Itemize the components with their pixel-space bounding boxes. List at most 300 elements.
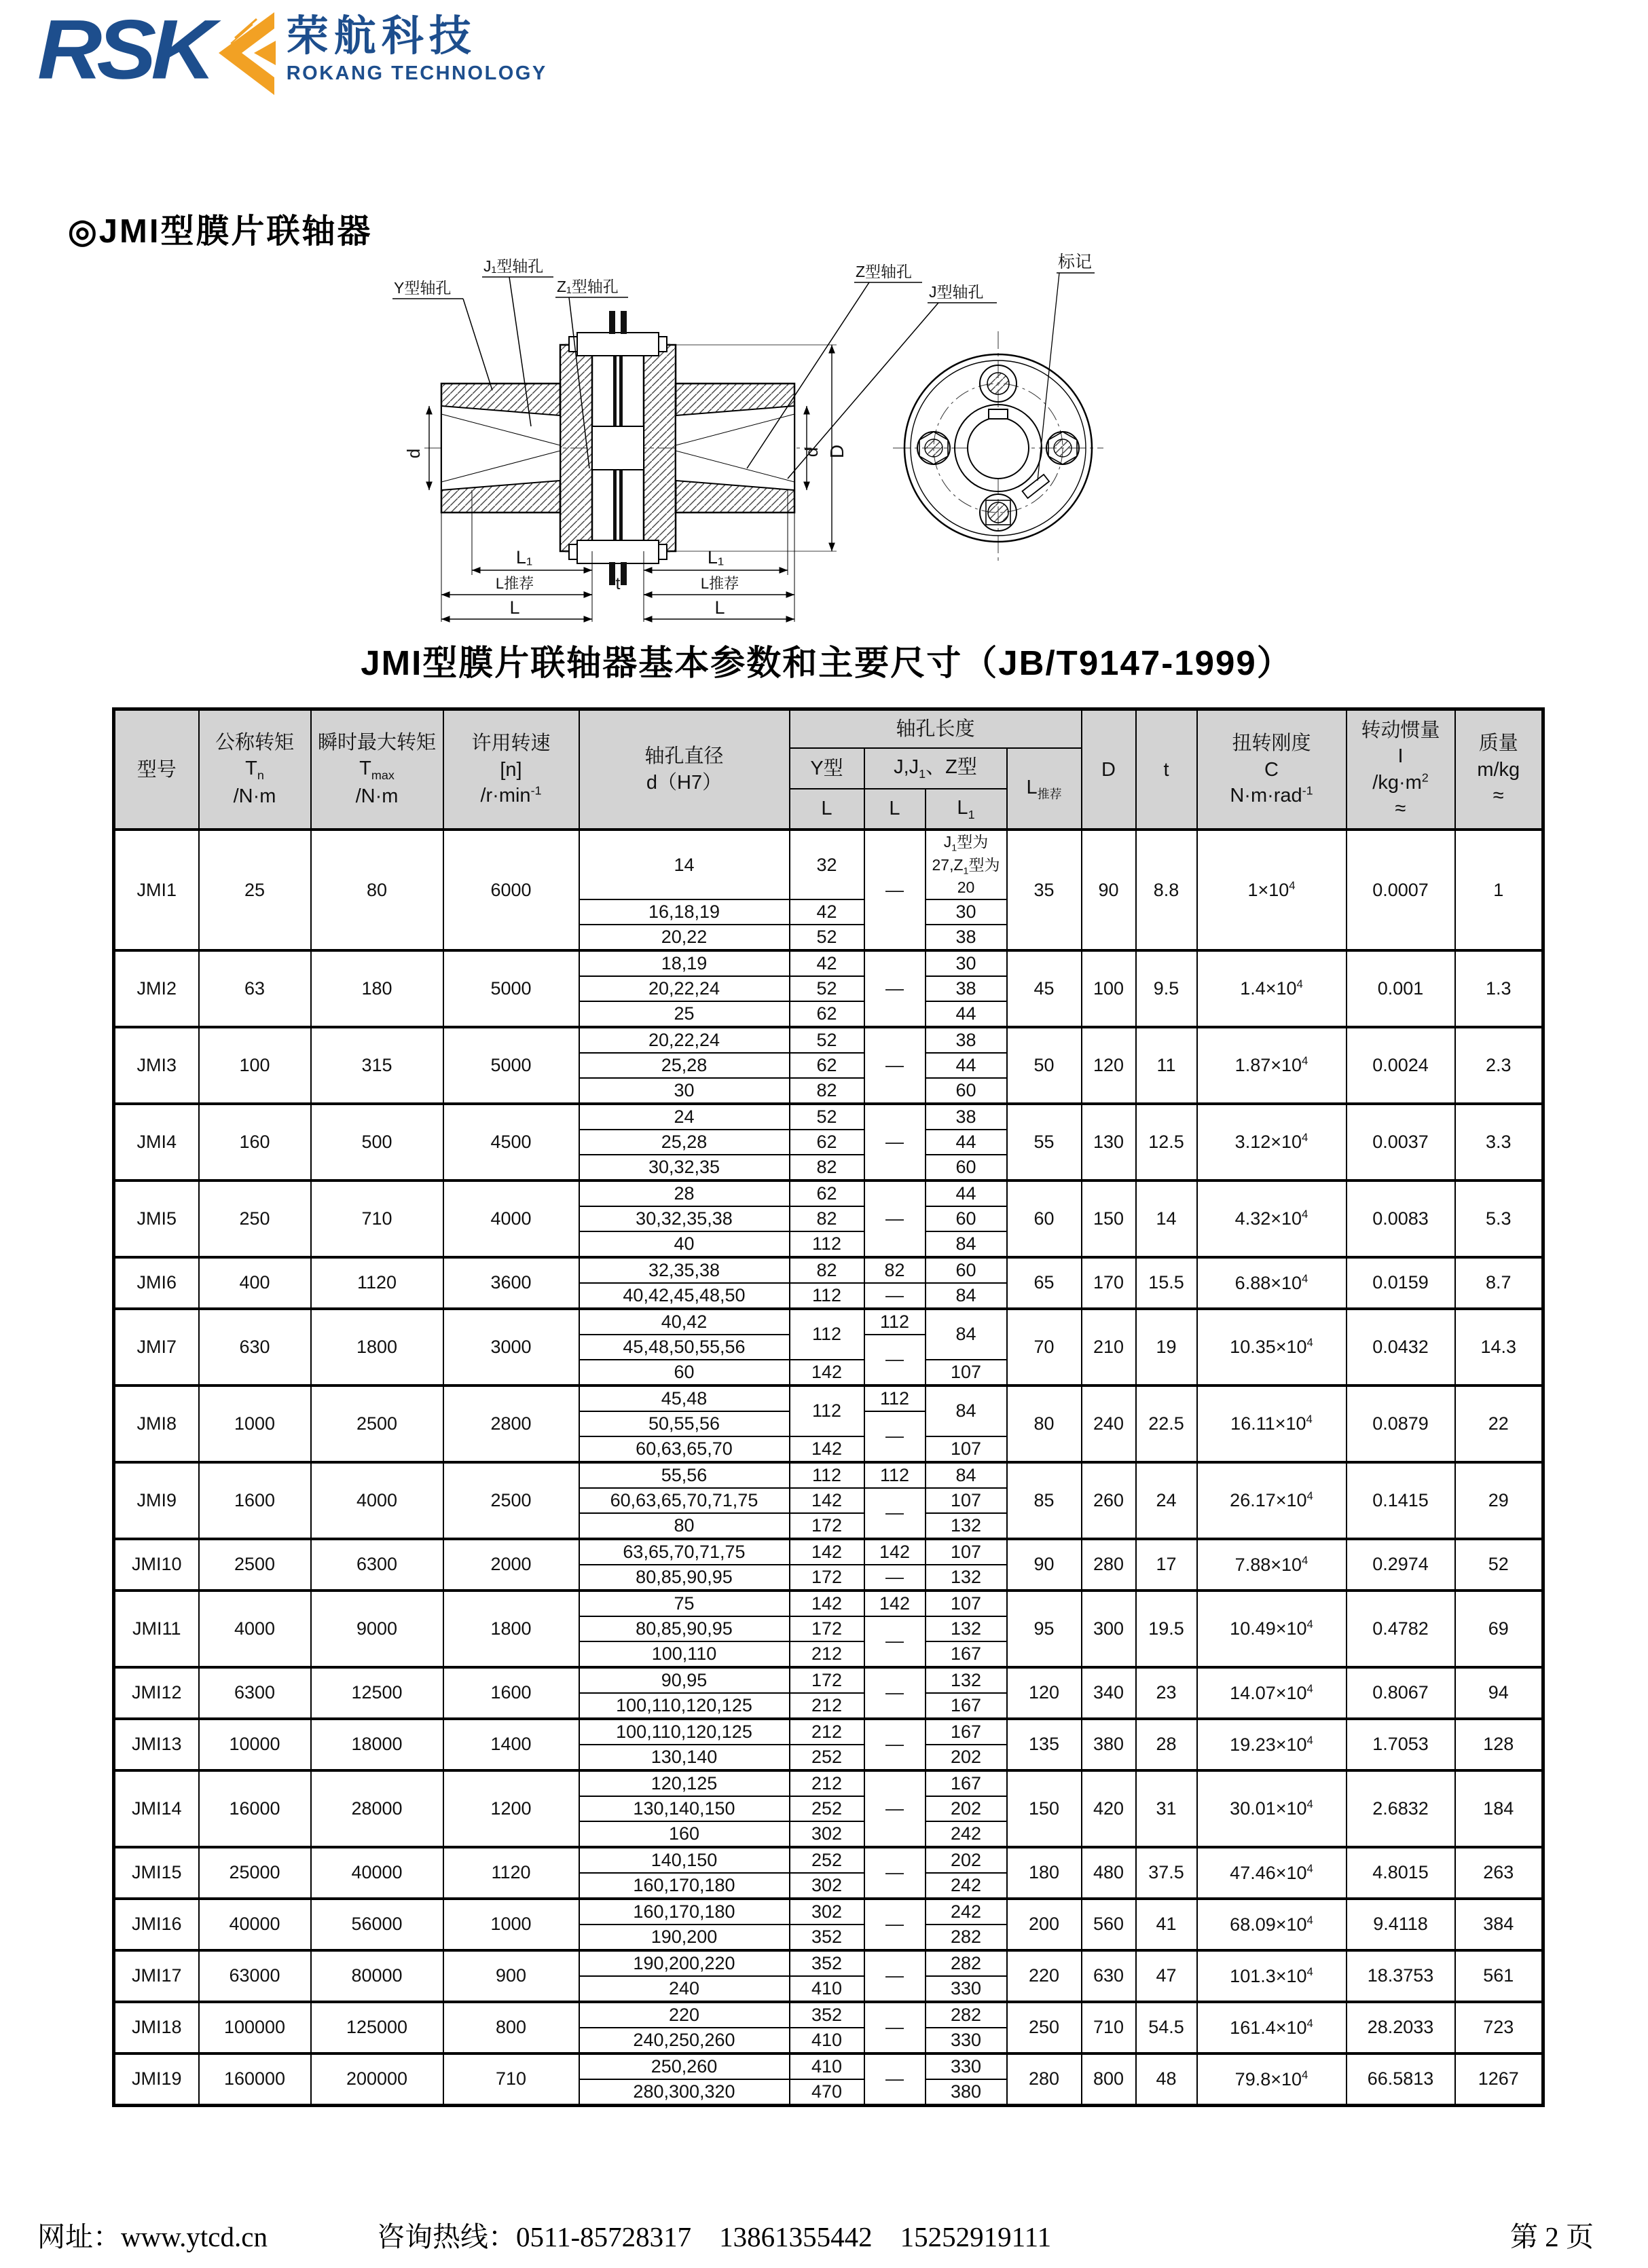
stiffness-cell: $3.12\times 10^4$ — [1197, 1104, 1347, 1181]
model-cell: JMI6 — [114, 1257, 199, 1309]
stiffness-cell: $4.32\times 10^4$ — [1197, 1181, 1347, 1257]
table-row — [114, 830, 1543, 899]
table-row — [114, 1104, 1543, 1130]
D-cell: 100 — [1082, 950, 1136, 1027]
y-length-cell: 302 — [790, 1821, 864, 1847]
max-torque-cell: 40000 — [311, 1847, 443, 1899]
speed-cell: 710 — [443, 2053, 579, 2106]
t-cell: 8.8 — [1136, 830, 1197, 950]
mass-cell: 384 — [1455, 1899, 1543, 1950]
l1-cell: 132 — [926, 1565, 1007, 1591]
l1-cell: 167 — [926, 1641, 1007, 1667]
D-cell: 130 — [1082, 1104, 1136, 1181]
l1-cell: 132 — [926, 1513, 1007, 1539]
bore-dia-cell: 20,22,24 — [579, 1027, 790, 1053]
bore-dia-cell: 25 — [579, 1001, 790, 1027]
D-cell: 710 — [1082, 2002, 1136, 2053]
logo-arrow-icon — [215, 12, 277, 95]
stiffness-cell: $1.87\times 10^4$ — [1197, 1027, 1347, 1104]
bore-dia-cell: 100,110,120,125 — [579, 1719, 790, 1745]
l1-cell: 330 — [926, 2053, 1007, 2079]
y-length-cell: 410 — [790, 2028, 864, 2053]
spec-table — [112, 707, 1545, 2107]
bore-dia-cell: 140,150 — [579, 1847, 790, 1873]
max-torque-cell: 180 — [311, 950, 443, 1027]
model-cell: JMI5 — [114, 1181, 199, 1257]
stiffness-cell: $79.8\times 10^4$ — [1197, 2053, 1347, 2106]
y-length-cell: 470 — [790, 2079, 864, 2106]
model-cell: JMI4 — [114, 1104, 199, 1181]
hotline-label: 咨询热线： — [377, 2221, 516, 2252]
bore-dia-cell: 80,85,90,95 — [579, 1565, 790, 1591]
nominal-torque-cell: 1600 — [199, 1462, 311, 1539]
bore-dia-cell: 20,22,24 — [579, 976, 790, 1001]
t-cell: 47 — [1136, 1950, 1197, 2002]
mass-cell: 8.7 — [1455, 1257, 1543, 1309]
mass-cell: 3.3 — [1455, 1104, 1543, 1181]
page-footer — [0, 2214, 1648, 2255]
nominal-torque-cell: 100 — [199, 1027, 311, 1104]
speed-cell: 1120 — [443, 1847, 579, 1899]
t-cell: 22.5 — [1136, 1386, 1197, 1462]
l1-cell: 30 — [926, 950, 1007, 976]
section-heading: ◎JMI型膜片联轴器 — [68, 213, 373, 250]
mass-cell: 561 — [1455, 1950, 1543, 2002]
dim-lrec-right: L推荐 — [700, 575, 739, 592]
j-length-cell: 112 — [864, 1462, 926, 1488]
l1-cell: 107 — [926, 1591, 1007, 1616]
model-cell: JMI18 — [114, 2002, 199, 2053]
D-cell: 150 — [1082, 1181, 1136, 1257]
model-cell: JMI12 — [114, 1667, 199, 1719]
D-cell: 280 — [1082, 1539, 1136, 1591]
model-cell: JMI13 — [114, 1719, 199, 1770]
j1-bore-label: J₁型轴孔 — [483, 257, 544, 275]
speed-cell: 5000 — [443, 950, 579, 1027]
y-length-cell: 172 — [790, 1616, 864, 1641]
y-length-cell: 62 — [790, 1130, 864, 1155]
bore-dia-cell: 63,65,70,71,75 — [579, 1539, 790, 1565]
table-row — [114, 1386, 1543, 1411]
l1-cell: 202 — [926, 1847, 1007, 1873]
j-length-cell: 112 — [864, 1309, 926, 1335]
l1-cell: 330 — [926, 1976, 1007, 2002]
D-cell: 560 — [1082, 1899, 1136, 1950]
t-cell: 31 — [1136, 1770, 1197, 1847]
stiffness-cell: $10.35\times 10^4$ — [1197, 1309, 1347, 1386]
z-bore-label: Z型轴孔 — [856, 263, 913, 280]
inertia-cell: 9.4118 — [1347, 1899, 1455, 1950]
y-length-cell: 142 — [790, 1488, 864, 1513]
y-length-cell: 52 — [790, 1027, 864, 1053]
max-torque-cell: 125000 — [311, 2002, 443, 2053]
col-header-mass: 质量 m/kg ≈ — [1455, 709, 1543, 830]
spec-table-head — [114, 709, 1543, 830]
y-length-cell: 172 — [790, 1513, 864, 1539]
inertia-cell: 0.1415 — [1347, 1462, 1455, 1539]
l-recommended-cell: 90 — [1007, 1539, 1082, 1591]
page-number: 第 2 页 — [1510, 2221, 1594, 2252]
nominal-torque-cell: 25 — [199, 830, 311, 950]
col-header-t: t — [1136, 709, 1197, 830]
y-length-cell: 302 — [790, 1899, 864, 1925]
l-recommended-cell: 120 — [1007, 1667, 1082, 1719]
mass-cell: 29 — [1455, 1462, 1543, 1539]
max-torque-cell: 315 — [311, 1027, 443, 1104]
D-cell: 420 — [1082, 1770, 1136, 1847]
t-cell: 9.5 — [1136, 950, 1197, 1027]
l-recommended-cell: 85 — [1007, 1462, 1082, 1539]
y-length-cell: 62 — [790, 1053, 864, 1078]
y-length-cell: 82 — [790, 1257, 864, 1283]
mark-label: 标记 — [1058, 253, 1093, 272]
l-recommended-cell: 220 — [1007, 1950, 1082, 2002]
j-length-cell: — — [864, 1283, 926, 1309]
speed-cell: 1600 — [443, 1667, 579, 1719]
l1-cell: 167 — [926, 1719, 1007, 1745]
dim-d-left: d — [403, 448, 424, 459]
max-torque-cell: 56000 — [311, 1899, 443, 1950]
l1-cell: 38 — [926, 1027, 1007, 1053]
inertia-cell: 0.0037 — [1347, 1104, 1455, 1181]
mass-cell: 1.3 — [1455, 950, 1543, 1027]
model-cell: JMI19 — [114, 2053, 199, 2106]
nominal-torque-cell: 25000 — [199, 1847, 311, 1899]
coupling-technical-drawing — [353, 244, 1263, 638]
bore-dia-cell: 40,42,45,48,50 — [579, 1283, 790, 1309]
model-cell: JMI9 — [114, 1462, 199, 1539]
y-length-cell: 82 — [790, 1206, 864, 1231]
y-length-cell: 252 — [790, 1847, 864, 1873]
speed-cell: 1800 — [443, 1591, 579, 1667]
stiffness-cell: $7.88\times 10^4$ — [1197, 1539, 1347, 1591]
j-length-cell: — — [864, 1335, 926, 1386]
y-length-cell: 42 — [790, 950, 864, 976]
j-length-cell: 112 — [864, 1386, 926, 1411]
logo-en-name: ROKANG TECHNOLOGY — [286, 62, 547, 85]
l1-cell: 84 — [926, 1386, 1007, 1436]
y-length-cell: 252 — [790, 1796, 864, 1821]
D-cell: 480 — [1082, 1847, 1136, 1899]
l-recommended-cell: 35 — [1007, 830, 1082, 950]
speed-cell: 2800 — [443, 1386, 579, 1462]
bore-dia-cell: 25,28 — [579, 1130, 790, 1155]
mass-cell: 1267 — [1455, 2053, 1543, 2106]
max-torque-cell: 12500 — [311, 1667, 443, 1719]
t-cell: 41 — [1136, 1899, 1197, 1950]
mass-cell: 52 — [1455, 1539, 1543, 1591]
l1-cell: 282 — [926, 1950, 1007, 1976]
l-recommended-cell: 55 — [1007, 1104, 1082, 1181]
bore-dia-cell: 30,32,35,38 — [579, 1206, 790, 1231]
stiffness-cell: $1.4\times 10^4$ — [1197, 950, 1347, 1027]
l1-cell: 44 — [926, 1053, 1007, 1078]
inertia-cell: 0.2974 — [1347, 1539, 1455, 1591]
col-header-jz-type: $J,J_1$、Z型 — [864, 748, 1007, 789]
speed-cell: 4500 — [443, 1104, 579, 1181]
t-cell: 12.5 — [1136, 1104, 1197, 1181]
hotline-numbers: 0511-85728317 13861355442 15252919111 — [516, 2221, 1052, 2252]
l1-cell: 84 — [926, 1231, 1007, 1257]
l1-cell: 282 — [926, 2002, 1007, 2028]
max-torque-cell: 500 — [311, 1104, 443, 1181]
l1-cell: $J_1$型为$27,Z_1$型为20 — [926, 830, 1007, 899]
stiffness-cell: $16.11\times 10^4$ — [1197, 1386, 1347, 1462]
l1-cell: 380 — [926, 2079, 1007, 2106]
nominal-torque-cell: 1000 — [199, 1386, 311, 1462]
l1-cell: 38 — [926, 925, 1007, 950]
bore-dia-cell: 160 — [579, 1821, 790, 1847]
mass-cell: 184 — [1455, 1770, 1543, 1847]
nominal-torque-cell: 16000 — [199, 1770, 311, 1847]
D-cell: 340 — [1082, 1667, 1136, 1719]
speed-cell: 1000 — [443, 1899, 579, 1950]
nominal-torque-cell: 63 — [199, 950, 311, 1027]
l1-cell: 330 — [926, 2028, 1007, 2053]
col-header-j-L: L — [864, 789, 926, 830]
y-length-cell: 410 — [790, 2053, 864, 2079]
l1-cell: 167 — [926, 1770, 1007, 1796]
inertia-cell: 0.4782 — [1347, 1591, 1455, 1667]
D-cell: 90 — [1082, 830, 1136, 950]
max-torque-cell: 1120 — [311, 1257, 443, 1309]
l1-cell: 38 — [926, 1104, 1007, 1130]
inertia-cell: 1.7053 — [1347, 1719, 1455, 1770]
nominal-torque-cell: 40000 — [199, 1899, 311, 1950]
j-length-cell: — — [864, 1488, 926, 1539]
speed-cell: 4000 — [443, 1181, 579, 1257]
bore-dia-cell: 75 — [579, 1591, 790, 1616]
j-length-cell: — — [864, 1770, 926, 1847]
j-length-cell: — — [864, 830, 926, 950]
model-cell: JMI14 — [114, 1770, 199, 1847]
t-cell: 17 — [1136, 1539, 1197, 1591]
bore-dia-cell: 28 — [579, 1181, 790, 1206]
inertia-cell: 0.0007 — [1347, 830, 1455, 950]
model-cell: JMI15 — [114, 1847, 199, 1899]
l-recommended-cell: 70 — [1007, 1309, 1082, 1386]
bore-dia-cell: 30 — [579, 1078, 790, 1104]
l1-cell: 84 — [926, 1462, 1007, 1488]
y-length-cell: 52 — [790, 925, 864, 950]
bore-dia-cell: 18,19 — [579, 950, 790, 976]
y-length-cell: 352 — [790, 1950, 864, 1976]
bore-dia-cell: 240,250,260 — [579, 2028, 790, 2053]
j-length-cell: — — [864, 1719, 926, 1770]
col-header-inertia: 转动惯量 I $/kg\cdot m^2$ ≈ — [1347, 709, 1455, 830]
y-length-cell: 52 — [790, 976, 864, 1001]
l1-cell: 30 — [926, 899, 1007, 925]
inertia-cell: 66.5813 — [1347, 2053, 1455, 2106]
t-cell: 48 — [1136, 2053, 1197, 2106]
col-header-l-rec: $L_{推荐}$ — [1007, 748, 1082, 830]
nominal-torque-cell: 630 — [199, 1309, 311, 1386]
l-recommended-cell: 80 — [1007, 1386, 1082, 1462]
speed-cell: 6000 — [443, 830, 579, 950]
bore-dia-cell: 160,170,180 — [579, 1899, 790, 1925]
dim-l-right: L — [714, 597, 725, 618]
spec-table-body — [114, 830, 1543, 2105]
D-cell: 240 — [1082, 1386, 1136, 1462]
model-cell: JMI17 — [114, 1950, 199, 2002]
l1-cell: 60 — [926, 1206, 1007, 1231]
col-header-y-type: Y型 — [790, 748, 864, 789]
website-url: www.ytcd.cn — [121, 2221, 268, 2252]
max-torque-cell: 80 — [311, 830, 443, 950]
max-torque-cell: 9000 — [311, 1591, 443, 1667]
j-length-cell: 142 — [864, 1539, 926, 1565]
speed-cell: 5000 — [443, 1027, 579, 1104]
D-cell: 300 — [1082, 1591, 1136, 1667]
y-length-cell: 112 — [790, 1283, 864, 1309]
D-cell: 630 — [1082, 1950, 1136, 2002]
table-row — [114, 1950, 1543, 1976]
speed-cell: 2500 — [443, 1462, 579, 1539]
l1-cell: 107 — [926, 1360, 1007, 1386]
y-length-cell: 112 — [790, 1309, 864, 1360]
speed-cell: 1200 — [443, 1770, 579, 1847]
y-length-cell: 212 — [790, 1719, 864, 1745]
table-row — [114, 1770, 1543, 1796]
stiffness-cell: $161.4\times 10^4$ — [1197, 2002, 1347, 2053]
max-torque-cell: 710 — [311, 1181, 443, 1257]
bore-dia-cell: 190,200 — [579, 1925, 790, 1950]
l1-cell: 44 — [926, 1001, 1007, 1027]
speed-cell: 800 — [443, 2002, 579, 2053]
nominal-torque-cell: 2500 — [199, 1539, 311, 1591]
t-cell: 54.5 — [1136, 2002, 1197, 2053]
t-cell: 37.5 — [1136, 1847, 1197, 1899]
mass-cell: 263 — [1455, 1847, 1543, 1899]
table-row — [114, 1591, 1543, 1616]
speed-cell: 3000 — [443, 1309, 579, 1386]
j-length-cell: — — [864, 1847, 926, 1899]
bore-dia-cell: 130,140,150 — [579, 1796, 790, 1821]
mass-cell: 5.3 — [1455, 1181, 1543, 1257]
table-row — [114, 1719, 1543, 1745]
model-cell: JMI10 — [114, 1539, 199, 1591]
bore-dia-cell: 25,28 — [579, 1053, 790, 1078]
y-length-cell: 172 — [790, 1565, 864, 1591]
inertia-cell: 0.0024 — [1347, 1027, 1455, 1104]
table-row — [114, 1181, 1543, 1206]
speed-cell: 1400 — [443, 1719, 579, 1770]
bore-dia-cell: 80 — [579, 1513, 790, 1539]
inertia-cell: 2.6832 — [1347, 1770, 1455, 1847]
y-length-cell: 142 — [790, 1436, 864, 1462]
t-cell: 24 — [1136, 1462, 1197, 1539]
y-length-cell: 142 — [790, 1360, 864, 1386]
y-length-cell: 32 — [790, 830, 864, 899]
t-cell: 19.5 — [1136, 1591, 1197, 1667]
col-header-D: D — [1082, 709, 1136, 830]
nominal-torque-cell: 160 — [199, 1104, 311, 1181]
model-cell: JMI16 — [114, 1899, 199, 1950]
l-recommended-cell: 250 — [1007, 2002, 1082, 2053]
inertia-cell: 0.001 — [1347, 950, 1455, 1027]
l-recommended-cell: 50 — [1007, 1027, 1082, 1104]
D-cell: 800 — [1082, 2053, 1136, 2106]
table-row — [114, 1027, 1543, 1053]
bore-dia-cell: 50,55,56 — [579, 1411, 790, 1436]
bore-dia-cell: 20,22 — [579, 925, 790, 950]
bore-dia-cell: 250,260 — [579, 2053, 790, 2079]
inertia-cell: 4.8015 — [1347, 1847, 1455, 1899]
max-torque-cell: 4000 — [311, 1462, 443, 1539]
col-header-stiffness: 扭转刚度 C N·m·rad$^{-1}$ — [1197, 709, 1347, 830]
bore-dia-cell: 60,63,65,70,71,75 — [579, 1488, 790, 1513]
l-recommended-cell: 95 — [1007, 1591, 1082, 1667]
col-header-nominal-torque: 公称转矩 $T_n$ /N·m — [199, 709, 311, 830]
y-length-cell: 112 — [790, 1462, 864, 1488]
stiffness-cell: $1\times 10^4$ — [1197, 830, 1347, 950]
model-cell: JMI3 — [114, 1027, 199, 1104]
bore-dia-cell: 55,56 — [579, 1462, 790, 1488]
table-row — [114, 1667, 1543, 1693]
bore-dia-cell: 32,35,38 — [579, 1257, 790, 1283]
bore-dia-cell: 120,125 — [579, 1770, 790, 1796]
bore-dia-cell: 100,110,120,125 — [579, 1693, 790, 1719]
l1-cell: 242 — [926, 1873, 1007, 1899]
max-torque-cell: 80000 — [311, 1950, 443, 2002]
y-length-cell: 62 — [790, 1181, 864, 1206]
model-cell: JMI7 — [114, 1309, 199, 1386]
nominal-torque-cell: 160000 — [199, 2053, 311, 2106]
l-recommended-cell: 45 — [1007, 950, 1082, 1027]
j-length-cell: — — [864, 1950, 926, 2002]
y-length-cell: 172 — [790, 1667, 864, 1693]
col-header-bore-dia: 轴孔直径 d（H7） — [579, 709, 790, 830]
l-recommended-cell: 280 — [1007, 2053, 1082, 2106]
stiffness-cell: $68.09\times 10^4$ — [1197, 1899, 1347, 1950]
y-length-cell: 212 — [790, 1641, 864, 1667]
logo-rsk-text: RSK — [37, 2, 210, 96]
inertia-cell: 0.0432 — [1347, 1309, 1455, 1386]
l1-cell: 60 — [926, 1078, 1007, 1104]
dim-d-right: d — [801, 447, 822, 458]
j-length-cell: — — [864, 1899, 926, 1950]
j-bore-label: J型轴孔 — [929, 283, 984, 301]
y-length-cell: 252 — [790, 1745, 864, 1770]
stiffness-cell: $101.3\times 10^4$ — [1197, 1950, 1347, 2002]
l1-cell: 44 — [926, 1130, 1007, 1155]
website-label: 网址： — [37, 2221, 121, 2252]
y-length-cell: 62 — [790, 1001, 864, 1027]
j-length-cell: — — [864, 1565, 926, 1591]
dim-l1-right: L₁ — [707, 547, 725, 568]
table-row — [114, 950, 1543, 976]
y-length-cell: 410 — [790, 1976, 864, 2002]
j-length-cell: — — [864, 1411, 926, 1462]
j-length-cell: — — [864, 1181, 926, 1257]
nominal-torque-cell: 6300 — [199, 1667, 311, 1719]
j-length-cell: — — [864, 1104, 926, 1181]
dim-lrec-left: L推荐 — [495, 575, 534, 592]
bore-dia-cell: 240 — [579, 1976, 790, 2002]
nominal-torque-cell: 63000 — [199, 1950, 311, 2002]
max-torque-cell: 200000 — [311, 2053, 443, 2106]
j-length-cell: 82 — [864, 1257, 926, 1283]
model-cell: JMI11 — [114, 1591, 199, 1667]
speed-cell: 3600 — [443, 1257, 579, 1309]
bore-dia-cell: 24 — [579, 1104, 790, 1130]
j-length-cell: — — [864, 1027, 926, 1104]
bore-dia-cell: 16,18,19 — [579, 899, 790, 925]
stiffness-cell: $14.07\times 10^4$ — [1197, 1667, 1347, 1719]
l-recommended-cell: 180 — [1007, 1847, 1082, 1899]
max-torque-cell: 2500 — [311, 1386, 443, 1462]
l1-cell: 242 — [926, 1899, 1007, 1925]
